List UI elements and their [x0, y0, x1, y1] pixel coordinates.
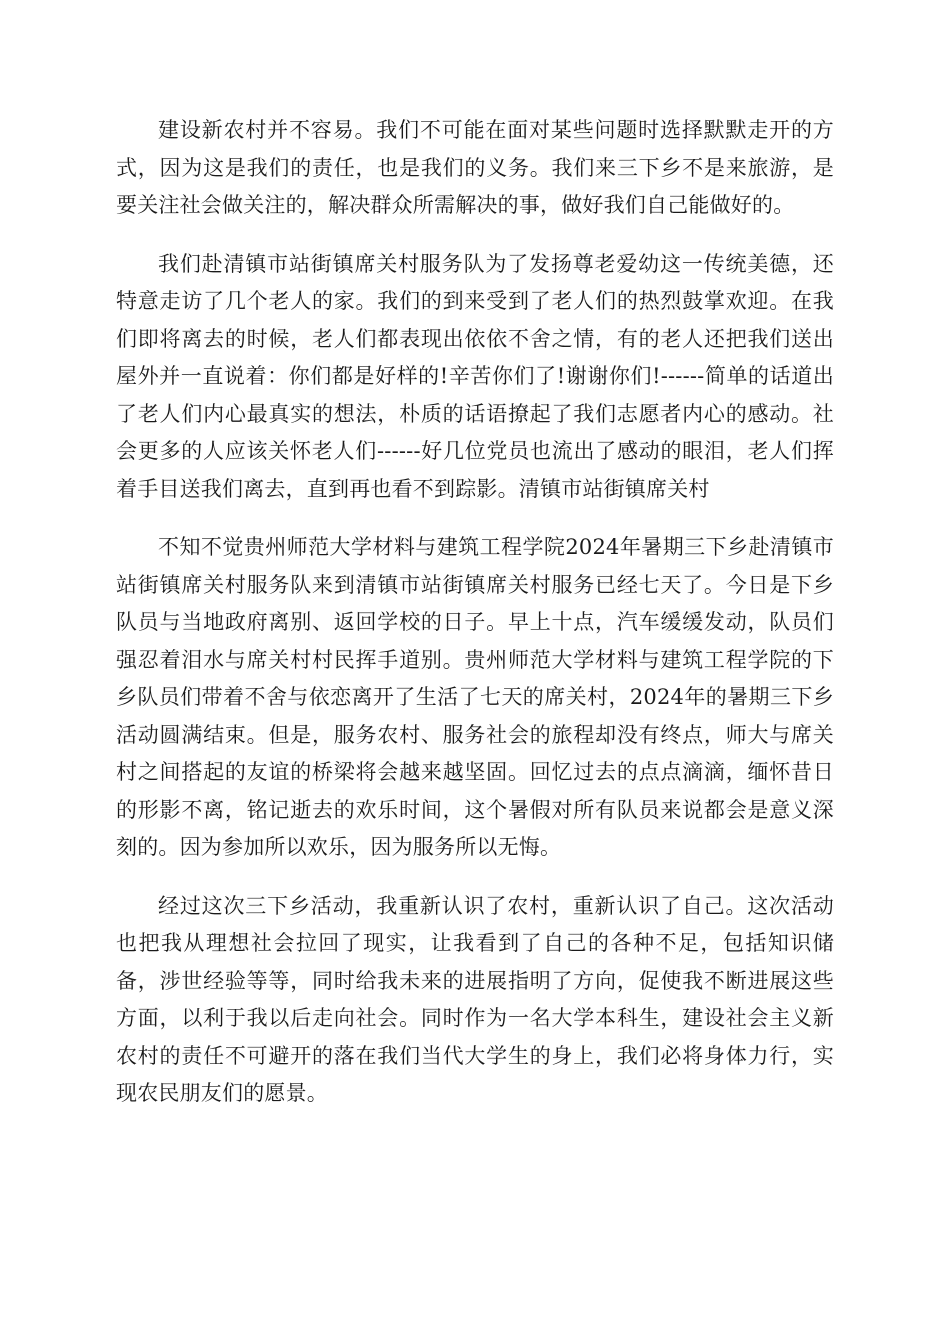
paragraph-4: 经过这次三下乡活动，我重新认识了农村，重新认识了自己。这次活动也把我从理想社会拉回了现实，让我看到了自己的各种不足，包括知识储备，涉世经验等等，同时给我未来的进展指明了方向，促使我不断进展这些方面，以利于我以后走向社会。同时作为一名大学本科生，建设社会主义新农村的责任不可避开的落在我们当代大学生的身上，我们必将身体力行，实现农民朋友们的愿景。	[116, 893, 834, 1105]
paragraph-2: 我们赴清镇市站街镇席关村服务队为了发扬尊老爱幼这一传统美德，还特意走访了几个老人的家。我们的到来受到了老人们的热烈鼓掌欢迎。在我们即将离去的时候，老人们都表现出依依不舍之情，有的老人还把我们送出屋外并一直说着：你们都是好样的!辛苦你们了!谢谢你们!------简单的话道出了老人们内心最真实的想法，朴质的话语撩起了我们志愿者内心的感动。社会更多的人应该关怀老人们------好几位党员也流出了感动的眼泪，老人们挥着手目送我们离去，直到再也看不到踪影。清镇市站街镇席关村	[116, 251, 834, 501]
document-body	[116, 112, 834, 1134]
paragraph-3: 不知不觉贵州师范大学材料与建筑工程学院2024年暑期三下乡赴清镇市站街镇席关村服务队来到清镇市站街镇席关村服务已经七天了。今日是下乡队员与当地政府离别、返回学校的日子。早上十点，汽车缓缓发动，队员们强忍着泪水与席关村村民挥手道别。贵州师范大学材料与建筑工程学院的下乡队员们带着不舍与依恋离开了生活了七天的席关村，2024年的暑期三下乡活动圆满结束。但是，服务农村、服务社会的旅程却没有终点，师大与席关村之间搭起的友谊的桥梁将会越来越坚固。回忆过去的点点滴滴，缅怀昔日的形影不离，铭记逝去的欢乐时间，这个暑假对所有队员来说都会是意义深刻的。因为参加所以欢乐，因为服务所以无悔。	[116, 535, 834, 859]
paragraph-1: 建设新农村并不容易。我们不可能在面对某些问题时选择默默走开的方式，因为这是我们的责任，也是我们的义务。我们来三下乡不是来旅游，是要关注社会做关注的，解决群众所需解决的事，做好我们自己能做好的。	[116, 118, 834, 217]
